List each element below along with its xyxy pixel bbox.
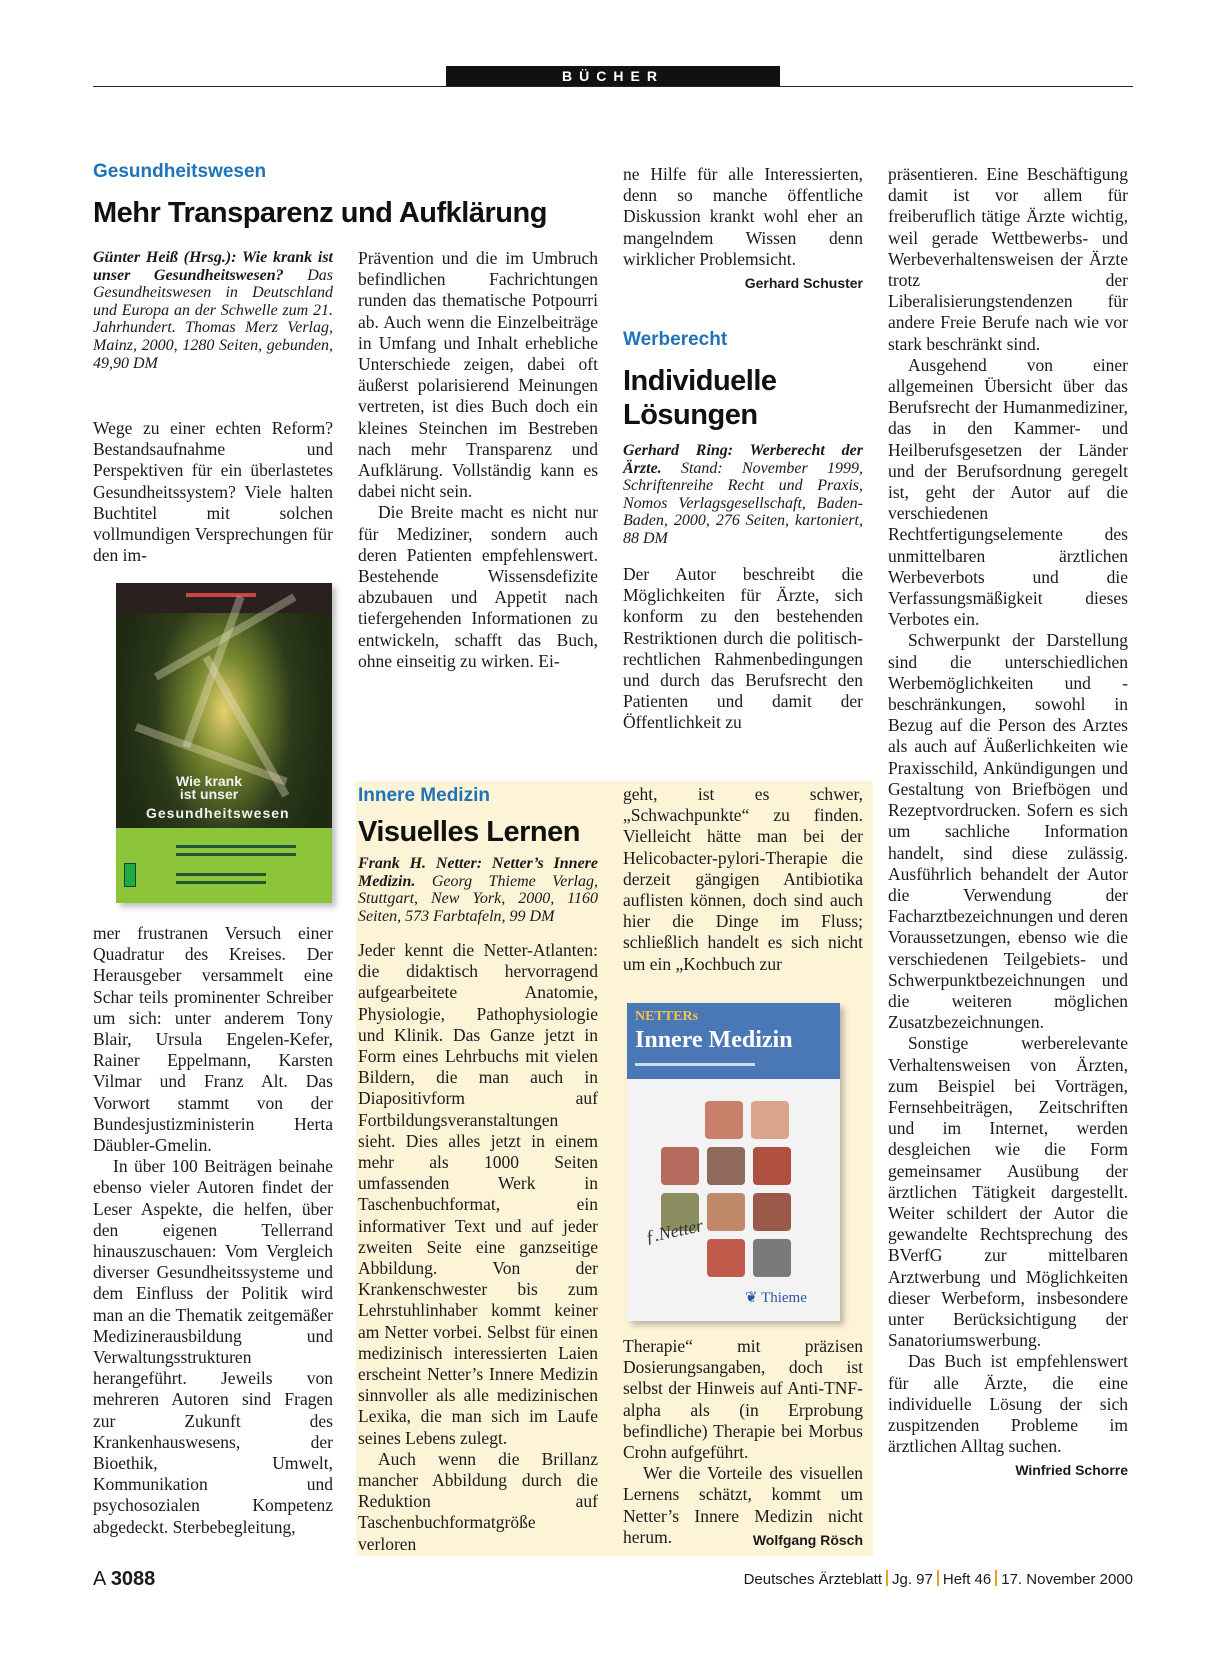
article2-biblio-details: Stand: November 1999, Schriftenreihe Recht und Praxis, Nomos Verlagsgesellschaft, Baden-Baden, 2000, 276 Seiten, kartoniert, 88 DM — [623, 459, 863, 547]
article1-signature: Gerhard Schuster — [744, 275, 863, 292]
article3-paragraph: Auch wenn die Brillanz mancher Abbildung durch die Reduktion auf Taschenbuchformatgröße verloren — [358, 1448, 598, 1554]
article2-signature: Winfried Schorre — [1015, 1462, 1128, 1479]
article2-paragraph: präsentieren. Eine Beschäftigung damit ist vor allem für freiberuflich tätige Ärzte wichtig, weil gerade Wettbewerbs- und Werbeverhaltensweisen der Ärzte trotz der Liberalisierungstendenzen für andere Freie Berufe nach wie vor stark beschränkt sind. — [888, 164, 1128, 354]
article1-biblio-title: Günter Heiß (Hrsg.): Wie krank ist unser Gesundheitswesen? — [93, 249, 333, 284]
article3-paragraph: Jeder kennt die Netter-Atlanten: die didaktisch hervorragend aufgearbeitete Anatomie, Physiologie, Pathophysiologie und Klinik. Das Ganze jetzt in Form eines Lehrbuchs mit vielen Bildern, die man auch in Diapositivform auf Fortbildungsveranstaltungen sieht. Dies alles jetzt in einem mehr als 1000 Seiten umfassenden Werk in Taschenbuchformat, ein informativer Text und auf jeder zweiten Seite eine ganzseitige Abbildung. Von der Krankenschwester bis zum Lehrstuhlinhaber kommt keiner am Netter vorbei. Selbst für einen medizinisch interessierten Laien erscheint Netter’s Innere Medizin sinnvoller als alle medizinischen Lexika, die man sich im Laufe seines Lebens zulegt. — [358, 940, 598, 1448]
article3-col2 — [358, 940, 598, 1555]
article1-paragraph: Wege zu einer echten Reform? Bestandsaufnahme und Perspektiven für ein überlastetes Gesundheitssystem? Viele halten Buchtitel mit solchen vollmundigen Versprechungen für den im- — [93, 418, 333, 566]
article2-kicker: Werberecht — [623, 329, 728, 350]
article2-paragraph: Ausgehend von einer allgemeinen Übersicht über das Berufsrecht der Humanmediziner, das in den Kammer- und Heilberufsgesetzen der Länder und der Berufsordnung geregelt ist, geht der Autor auf die verschiedenen Rechtfertigungselemente des unmittelbaren ärztlichen Werbeverbots und die Verfassungsmäßigkeit dieses Verbotes ein. — [888, 354, 1128, 630]
article3-biblio-details: Georg Thieme Verlag, Stuttgart, New York, 2000, 1160 Seiten, 573 Farbtafeln, 99 DM — [358, 872, 598, 925]
journal-date: 17. November 2000 — [1001, 1571, 1133, 1588]
article2-paragraph: Das Buch ist empfehlenswert für alle Ärzte, die eine individuelle Lösung der sich zuspitzenden Probleme im ärztlichen Alltag suchen. Winfried Schorre — [888, 1351, 1128, 1457]
article2-paragraph: Der Autor beschreibt die Möglichkeiten für Ärzte, sich konform zu den bestehenden Restriktionen durch die politisch-rechtlichen Rahmenbedingungen und durch das Berufsrecht den Patienten und damit der Öffentlichkeit zu — [623, 564, 863, 733]
article2-headline: Individuelle Lösungen — [623, 365, 777, 432]
article1-paragraph: ne Hilfe für alle Interessierten, denn so manche öffentliche Diskussion krankt wohl eher an mangelndem Wissen denn wirklicher Problemsicht. Gerhard Schuster — [623, 164, 863, 270]
article3-headline: Visuelles Lernen — [358, 816, 580, 848]
book-cover-gesundheitswesen — [116, 583, 332, 903]
article3-paragraph: geht, ist es schwer, „Schwachpunkte“ zu finden. Vielleicht hätte man bei der Helicobacter-pylori-Therapie die derzeit gängigen Antibiotika auflisten können, doch sind auch hier die Dinge im Fluss; schließlich handelt es sich nicht um ein „Kochbuch zur — [623, 784, 863, 974]
article3-paragraph: Therapie“ mit präzisen Dosierungsangaben, doch ist selbst der Hinweis auf Anti-TNF-alpha als (in Erprobung befindliche) Therapie bei Morbus Crohn aufgeführt. — [623, 1336, 863, 1463]
page-number: A 3088 — [93, 1568, 156, 1590]
article2-col4 — [888, 164, 1128, 1482]
journal-volume: Jg. 97 — [892, 1571, 933, 1588]
cover-subtitle: Gesundheitswesen — [146, 805, 290, 821]
article1-col3 — [623, 164, 863, 294]
journal-name: Deutsches Ärzteblatt — [743, 1571, 882, 1588]
article1-paragraph: Die Breite macht es nicht nur für Mediziner, sondern auch deren Patienten empfehlenswert. Bestehende Wissensdefizite abzubauen und Appetit nach tiefergehenden Informationen zu entwickeln, schafft das Buch, ohne einseitig zu wirken. Ei- — [358, 502, 598, 671]
article3-col3-bottom — [623, 1336, 863, 1551]
article2-col3 — [623, 564, 863, 734]
article3-biblio-title: Frank H. Netter: Netter’s Innere Medizin. — [358, 855, 598, 890]
article3-kicker: Innere Medizin — [358, 785, 490, 806]
article2-paragraph: Sonstige werberelevante Verhaltensweisen von Ärzten, zum Beispiel bei Vorträgen, Fernsehbeiträgen, Zeitschriften und im Internet, werden desgleichen wie die Form gemeinsamer Ausübung der ärztlichen Tätigkeit dargestellt. Weiter schildert der Autor die gewandelte Rechtsprechung des BVerfG zur mittelbaren Arztwerbung und Möglichkeiten dieser Werbeform, insbesondere unter Berücksichtigung der Sanatoriumswerbung. — [888, 1033, 1128, 1351]
article2-paragraph: Schwerpunkt der Darstellung sind die unterschiedlichen Werbemöglichkeiten und -beschränkungen, sowohl in Bezug auf die Person des Arztes als auch auf Äußerlichkeiten wie Praxisschild, Ankündigungen und Gestaltung von Briefbögen und Rezeptvordrucken. Sofern es sich um sachliche Information handelt, sind diese zulässig. Ausführlich behandelt der Autor die Verwendung der Facharztbezeichnungen und deren Voraussetzungen, ebenso wie die verschiedenen Teilgebiets- und Schwerpunktbezeichnungen und die weiteren möglichen Zusatzbezeichnungen. — [888, 630, 1128, 1033]
article1-col1-top — [93, 418, 333, 566]
thieme-logo-icon: ❦ — [745, 1290, 758, 1306]
cover-title: Innere Medizin — [635, 1027, 793, 1053]
article1-paragraph: In über 100 Beiträgen beinahe ebenso vieler Autoren findet der Leser Aspekte, die helfen, über den eigenen Tellerrand hinauszuschauen: Vom Vergleich diverser Gesundheitssysteme und dem Einfluss der Politik wird man an die Thematik zeitgemäßer Medizinerausbildung und Verwaltungsstrukturen herangeführt. Jeweils von mehreren Autoren sind Fragen zur Zukunft des Krankenhauswesens, der Bioethik, Umwelt, Kommunikation und psychosozialen Kompetenz abgedeckt. Sterbebegleitung, — [93, 1156, 333, 1537]
article2-biblio-title: Gerhard Ring: Werberecht der Ärzte. — [623, 442, 863, 477]
article1-biblio-details: Das Gesundheitswesen in Deutschland und Europa an der Schwelle zum 21. Jahrhundert. Thomas Merz Verlag, Mainz, 2000, 1280 Seiten, gebunden, 49,90 DM — [93, 266, 333, 372]
book-cover-innere-medizin — [627, 1003, 840, 1321]
article1-col1-bottom — [93, 923, 333, 1538]
cover-title: Wie krank ist unser — [176, 773, 243, 802]
article1-col2 — [358, 248, 598, 672]
signature-mark: ƒ.Netter — [643, 1215, 705, 1247]
header-rule — [93, 86, 1133, 87]
article3-col3-top — [623, 784, 863, 975]
section-header: BÜCHER — [446, 66, 780, 86]
article1-kicker: Gesundheitswesen — [93, 161, 267, 182]
article3-bibliography — [358, 855, 598, 925]
cover-brand: NETTERs — [635, 1009, 699, 1024]
article3-signature: Wolfgang Rösch — [752, 1531, 863, 1548]
article2-bibliography — [623, 442, 863, 548]
article1-paragraph: Prävention und die im Umbruch befindlichen Fachrichtungen runden das thematische Potpourri ab. Auch wenn die Einzelbeiträge in Umfang und Inhalt erhebliche Unterschiede zeigen, dabei oft äußerst polarisierend Meinungen vertreten, ist dies Buch doch ein kleines Steinchen im Bestreben nach mehr Transparenz und Aufklärung. Vollständig kann es dabei nicht sein. — [358, 248, 598, 502]
article1-headline: Mehr Transparenz und Aufklärung — [93, 197, 547, 229]
article1-bibliography — [93, 249, 333, 372]
cover-publisher: ❦ Thieme — [745, 1290, 807, 1306]
article3-paragraph: Wer die Vorteile des visuellen Lernens schätzt, kommt um Netter’s Innere Medizin nicht herum. Wolfgang Rösch — [623, 1463, 863, 1548]
journal-issue: Heft 46 — [942, 1571, 992, 1588]
journal-footer — [744, 1570, 1133, 1588]
article1-paragraph: mer frustranen Versuch einer Quadratur des Kreises. Der Herausgeber versammelt eine Schar teils prominenter Schreiber um sich: unter anderem Tony Blair, Ursula Engelen-Kefer, Rainer Eppelmann, Karsten Vilmar und Franz Alt. Das Vorwort stammt von der Bundesjustizministerin Herta Däubler-Gmelin. — [93, 923, 333, 1156]
